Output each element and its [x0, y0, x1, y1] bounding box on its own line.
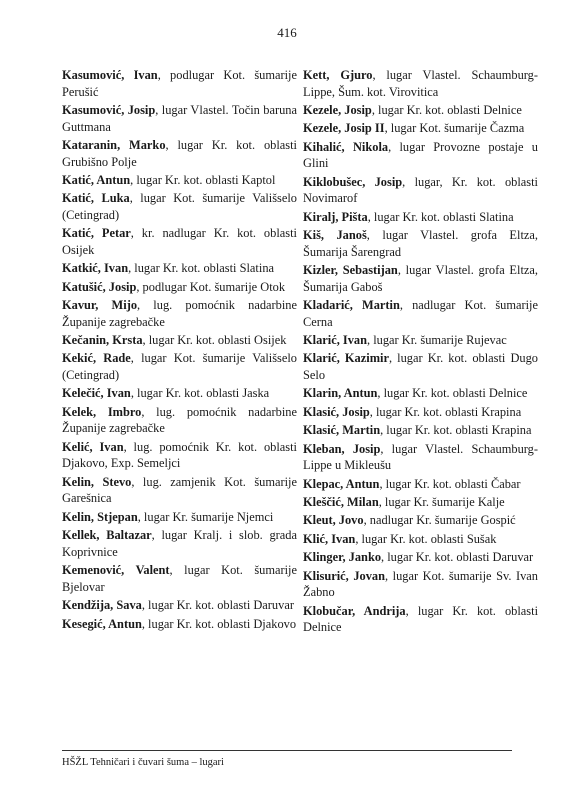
entry-name: Klepac, Antun [303, 476, 380, 491]
entry-description: , lugar Kralj. i slob. grada Koprivnice [62, 528, 297, 559]
entry [62, 190, 297, 223]
entry-description: , podlugar Kot. šumarije Otok [136, 279, 286, 294]
entry [303, 174, 538, 207]
entry [303, 139, 538, 172]
entry-name: Klinger, Janko [303, 550, 382, 565]
entry [303, 297, 538, 330]
entry-name: Kizler, Sebastijan [303, 263, 398, 278]
entry-description: , lugar Kr. kot. oblasti Osijek [142, 333, 287, 348]
entry-description: , nadlugar Kot. šumarije Cerna [303, 298, 538, 329]
entry-name: Kasumović, Josip [62, 102, 156, 117]
entry [303, 494, 538, 511]
entry [62, 137, 297, 170]
entry-description: , lugar Kr. kot. oblasti Delnice [371, 102, 522, 117]
entry-name: Kellek, Baltazar [62, 528, 152, 543]
entry-name: Katušić, Josip [62, 279, 137, 294]
page-number: 416 [277, 25, 297, 40]
entry-description: , lug. pomoćnik nadarbine Županije zagrebačke [62, 298, 298, 329]
entry [303, 549, 538, 566]
entry-name: Klarin, Antun [303, 386, 378, 401]
entry-description: , lugar Kr. kot. oblasti Krapina [369, 404, 522, 419]
entry [303, 209, 538, 226]
entry [303, 227, 538, 260]
entry-description: , lugar Kr. kot. oblasti Dugo Selo [303, 351, 538, 383]
entry [62, 439, 297, 472]
entry-name: Katkić, Ivan [62, 261, 129, 276]
entry [303, 441, 538, 474]
entry-description: , lugar Kr. šumarije Njemci [137, 509, 274, 524]
entry-description: , kr. nadlugar Kr. kot. oblasti Osijek [62, 226, 297, 257]
entry [303, 603, 538, 636]
entry [62, 404, 297, 437]
entry [62, 474, 297, 507]
entry-name: Kekić, Rade [62, 351, 131, 366]
entry [303, 67, 538, 100]
entry [303, 404, 538, 421]
entry [62, 102, 297, 135]
entry [303, 102, 538, 119]
entry-name: Kendžija, Sava [62, 598, 142, 613]
entry-name: Kiralj, Pišta [303, 209, 368, 224]
entry-description: , lugar Kot. šumarije Sv. Ivan Žabno [303, 568, 539, 600]
entry [62, 260, 297, 277]
entry-name: Klisurić, Jovan [303, 568, 385, 583]
entry-name: Kezele, Josip [303, 102, 372, 117]
entry [303, 332, 538, 349]
entry-description: , lugar Kr. kot. oblasti Jaska [130, 386, 270, 401]
entry-name: Klić, Ivan [303, 531, 356, 546]
entry-name: Kelić, Ivan [62, 439, 124, 454]
entry-name: Kelin, Stjepan [62, 509, 138, 524]
entry-description: , lugar Provozne postaje u Glini [303, 139, 538, 171]
entry [62, 67, 297, 100]
entry [62, 562, 297, 595]
entry-description: , lugar Kot. šumarije Vališselo (Cetingrad) [62, 351, 297, 383]
entry-name: Kemenović, Valent [62, 563, 170, 578]
entry-description: , lugar Kr. kot. oblasti Djakovo [141, 616, 297, 631]
entry-description: , lugar Vlastel. grofa Eltza, Šumarija Gaboš [303, 263, 538, 294]
entry-description: , lugar Kr. kot. oblasti Čabar [379, 476, 521, 491]
entry-name: Kelečić, Ivan [62, 386, 131, 401]
entry-name: Klarić, Ivan [303, 333, 368, 348]
entry-description: , lugar Kot. šumarije Bjelovar [62, 563, 297, 594]
entry-name: Kezele, Josip II [303, 121, 385, 136]
entry-name: Kataranin, Marko [62, 137, 166, 152]
entry-description: , lugar Kr. šumarije Rujevac [367, 333, 507, 348]
entry-name: Klobučar, Andrija [303, 603, 406, 618]
entry-name: Katić, Luka [62, 191, 130, 206]
entry [62, 225, 297, 258]
entry-description: , lugar Kot. šumarije Čazma [384, 121, 525, 136]
entry-description: , lug. zamjenik Kot. šumarije Garešnica [62, 474, 297, 506]
entry-description: , lugar Kr. šumarije Kalje [378, 495, 505, 509]
entry [303, 385, 538, 402]
entry-description: , lug. pomoćnik nadarbine Županije zagrebačke [62, 404, 297, 436]
entry-description: , lugar, Kr. kot. oblasti Novimarof [303, 174, 538, 206]
entry-description: , lugar Kr. kot. oblasti Kaptol [130, 172, 276, 187]
entry-name: Kečanin, Krsta [62, 333, 143, 348]
entry-name: Kiklobušec, Josip [303, 174, 403, 189]
entry-name: Kihalić, Nikola [303, 139, 389, 154]
entry-description: , lugar Kr. kot. oblasti Krapina [380, 423, 532, 438]
entry-description: , lugar Kr. kot. oblasti Daruvar [381, 550, 534, 565]
entry [303, 568, 538, 601]
entry [62, 279, 297, 296]
entry-description: , lugar Vlastel. Točin baruna Guttmana [62, 102, 297, 134]
entry-name: Kavur, Mijo [62, 298, 138, 313]
entry-description: , lugar Kr. kot. oblasti Delnice [303, 603, 539, 635]
entry-name: Kelin, Stevo [62, 474, 132, 489]
entry [62, 332, 297, 349]
entry-name: Kiš, Janoš [303, 228, 367, 243]
entry-description: , podlugar Kot. šumarije Perušić [62, 68, 297, 99]
entry-name: Kleščić, Milan [303, 495, 379, 509]
entry-description: , lugar Vlastel. grofa Eltza, Šumarija Šarengrad [303, 228, 538, 259]
footer-rule [62, 750, 512, 751]
entry-description: , lugar Vlastel. Schaumburg-Lippe, Šum. kot. Virovitica [303, 68, 538, 99]
footer-text: HŠŽL Tehničari i čuvari šuma – lugari [62, 757, 224, 768]
entry [303, 350, 538, 383]
entry-name: Kleut, Jovo [303, 513, 364, 528]
entry [62, 350, 297, 383]
entry [303, 531, 538, 548]
right-column [303, 67, 538, 638]
entry-name: Kleban, Josip [303, 441, 381, 456]
entry-description: , lugar Kot. šumarije Vališselo (Cetingrad) [62, 191, 298, 222]
entry-name: Kesegić, Antun [62, 616, 142, 631]
entry-name: Katić, Antun [62, 172, 131, 187]
entry-name: Klasić, Josip [303, 404, 370, 419]
entry [62, 385, 297, 402]
entry-name: Kelek, Imbro [62, 404, 142, 419]
entry-description: , lug. pomoćnik Kr. kot. oblasti Djakovo, Exp. Semeljci [62, 439, 297, 471]
left-column [62, 67, 297, 634]
entry-name: Kett, Gjuro [303, 68, 373, 82]
entry-description: , lugar Kr. kot. oblasti Grubišno Polje [62, 137, 297, 169]
entry [62, 616, 297, 633]
entry-description: , lugar Kr. kot. oblasti Slatina [128, 261, 275, 276]
entry-name: Klarić, Kazimir [303, 351, 389, 366]
entry-description: , nadlugar Kr. šumarije Gospić [363, 513, 516, 528]
entry-description: , lugar Kr. kot. oblasti Daruvar [141, 598, 294, 613]
entry [62, 172, 297, 189]
entry-name: Kasumović, Ivan [62, 68, 158, 82]
entry-description: , lugar Kr. kot. oblasti Sušak [355, 531, 497, 546]
entry-name: Katić, Petar [62, 226, 131, 241]
entry [62, 509, 297, 526]
entry-description: , lugar Kr. kot. oblasti Delnice [377, 386, 528, 401]
entry [62, 297, 297, 330]
entry-name: Klasić, Martin [303, 423, 381, 438]
entry [303, 476, 538, 493]
entry [303, 422, 538, 439]
entry [303, 120, 538, 137]
entry-description: , lugar Kr. kot. oblasti Slatina [367, 209, 514, 224]
entry [303, 262, 538, 295]
entry [62, 527, 297, 560]
entry-description: , lugar Vlastel. Schaumburg-Lippe u Mikleušu [303, 441, 538, 473]
entry-name: Kladarić, Martin [303, 298, 400, 313]
entry [303, 512, 538, 529]
entry [62, 597, 297, 614]
